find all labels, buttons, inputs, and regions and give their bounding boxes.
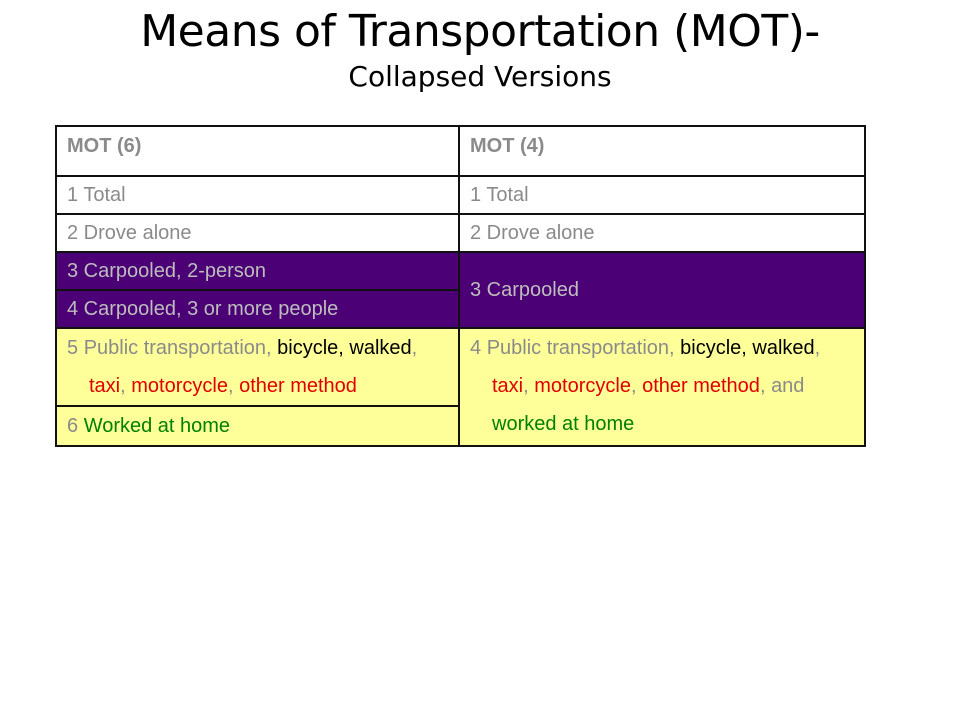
cell-worked-home-mot6: 6 Worked at home: [56, 406, 459, 446]
mot-table: [55, 125, 866, 447]
cell-drove-alone-mot6: 2 Drove alone: [56, 214, 459, 252]
cell-drove-alone-mot4: 2 Drove alone: [459, 214, 865, 252]
cell-public-mot4: 4 Public transportation, bicycle, walked, taxi, motorcycle, other method, and worked at home: [459, 328, 865, 446]
table-row: [56, 252, 865, 290]
title-main: Means of Transportation (MOT)-: [140, 6, 820, 57]
cell-carpooled-mot4: 3 Carpooled: [459, 252, 865, 328]
cell-total-mot6: 1 Total: [56, 176, 459, 214]
header-mot4: MOT (4): [459, 126, 865, 176]
cell-carpool-3-mot6: 4 Carpooled, 3 or more people: [56, 290, 459, 328]
table-row: [56, 328, 865, 406]
title-subtitle: Collapsed Versions: [348, 60, 612, 94]
cell-carpool-2-mot6: 3 Carpooled, 2-person: [56, 252, 459, 290]
table-row: [56, 214, 865, 252]
cell-public-mot6: 5 Public transportation, bicycle, walked, taxi, motorcycle, other method: [56, 328, 459, 406]
header-mot6: MOT (6): [56, 126, 459, 176]
cell-total-mot4: 1 Total: [459, 176, 865, 214]
table-row: [56, 176, 865, 214]
slide-title: [0, 8, 960, 93]
table-header-row: [56, 126, 865, 176]
